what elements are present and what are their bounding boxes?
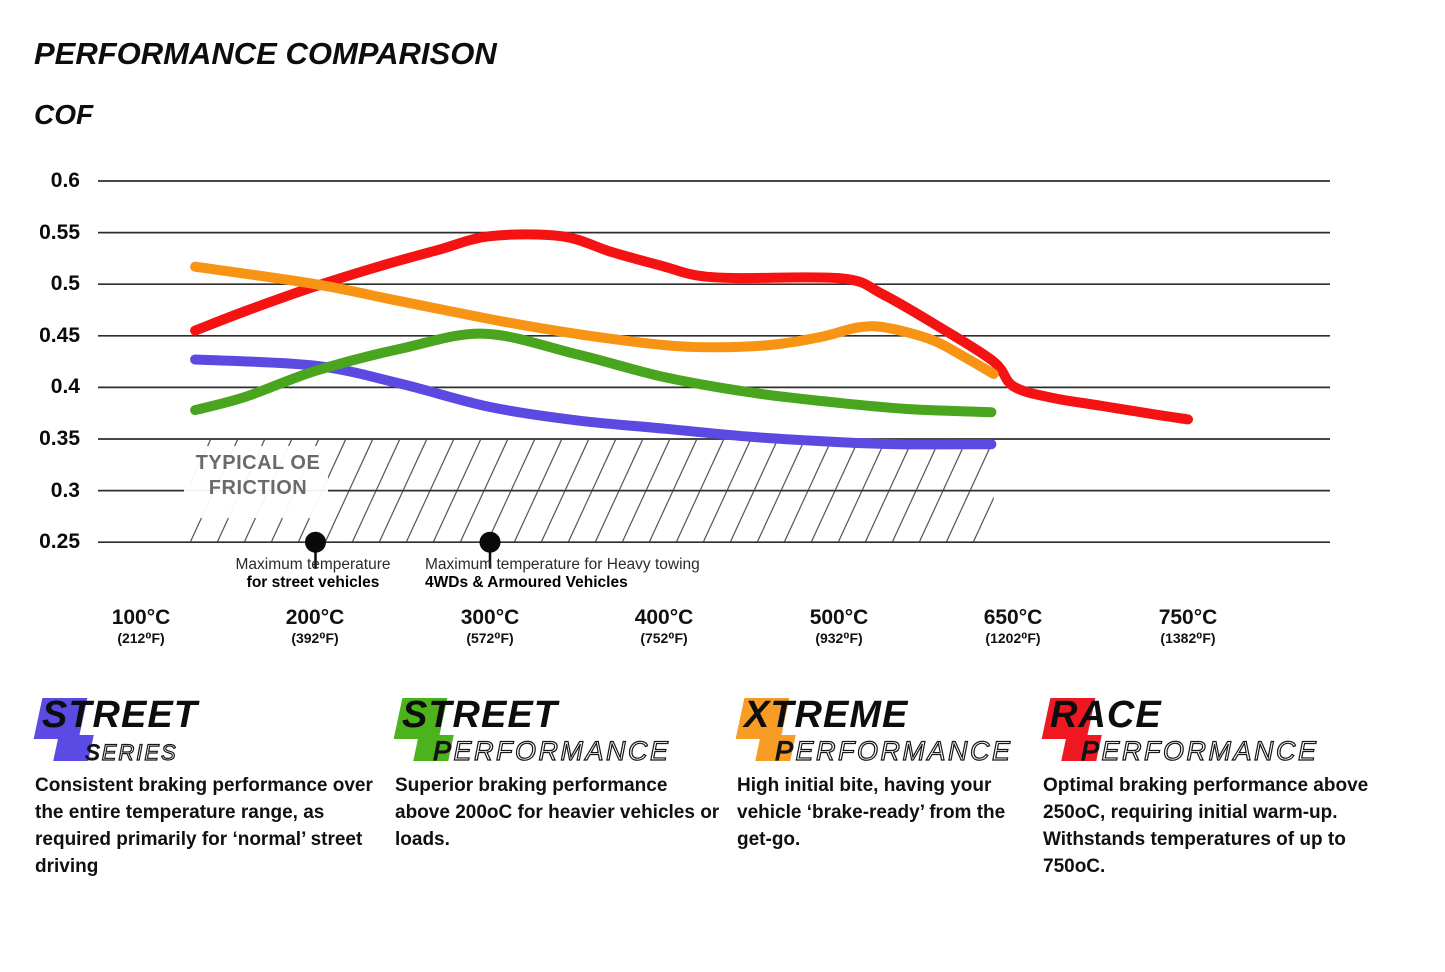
legend-xtreme-performance: [737, 694, 1037, 850]
page-title: PERFORMANCE COMPARISON: [34, 36, 497, 71]
street-performance-logo: STREET PERFORMANCE: [395, 698, 727, 770]
legend-street-series: [35, 694, 375, 877]
y-tick-label: 0.55: [39, 221, 80, 244]
annotation-street-max-temp: Maximum temperature for street vehicles: [235, 556, 391, 591]
y-axis-title: COF: [34, 99, 94, 130]
race-performance-logo: RACE PERFORMANCE: [1043, 698, 1375, 770]
marker-dot-200c: [305, 532, 326, 553]
y-tick-label: 0.45: [39, 324, 80, 347]
x-tick-500c: 500°C (932⁰F): [809, 606, 869, 646]
marker-dot-300c: [480, 532, 501, 553]
series-line-street-performance: [195, 334, 991, 413]
y-tick-label: 0.4: [50, 375, 80, 398]
legend-description: Superior braking performance above 200oC for heavier vehicles or loads.: [395, 775, 720, 850]
x-tick-650c: 650°C (1202⁰F): [983, 606, 1043, 646]
x-tick-400c: 400°C (752⁰F): [634, 606, 694, 646]
annotation-towing-max-temp: Maximum temperature for Heavy towing 4WDs & Armoured Vehicles: [425, 556, 700, 591]
y-tick-label: 0.3: [50, 479, 80, 502]
y-tick-label: 0.6: [50, 169, 80, 192]
series-line-race-performance: [195, 234, 1188, 419]
legend-description: High initial bite, having your vehicle ‘brake-ready’ from the get-go.: [737, 775, 1006, 850]
x-tick-200c: 200°C (392⁰F): [285, 606, 345, 646]
x-tick-750c: 750°C (1382⁰F): [1158, 606, 1218, 646]
x-tick-100c: 100°C (212⁰F): [111, 606, 171, 646]
y-tick-label: 0.5: [50, 272, 80, 295]
legend-race-performance: [1043, 694, 1375, 877]
oe-friction-zone-label: TYPICAL OE FRICTION: [195, 452, 321, 499]
x-tick-300c: 300°C (572⁰F): [460, 606, 520, 646]
legend-description: Consistent braking performance over the entire temperature range, as required primarily for ‘normal’ street driving: [35, 775, 373, 877]
xtreme-performance-logo: XTREME PERFORMANCE: [737, 698, 1037, 770]
y-tick-label: 0.25: [39, 530, 80, 553]
y-tick-label: 0.35: [39, 427, 80, 450]
legend-description: Optimal braking performance above 250oC, requiring initial warm-up. Withstands temperatures of up to 750oC.: [1043, 775, 1369, 877]
legend-street-performance: [395, 694, 727, 850]
street-series-logo: STREET SERIES: [35, 698, 375, 770]
